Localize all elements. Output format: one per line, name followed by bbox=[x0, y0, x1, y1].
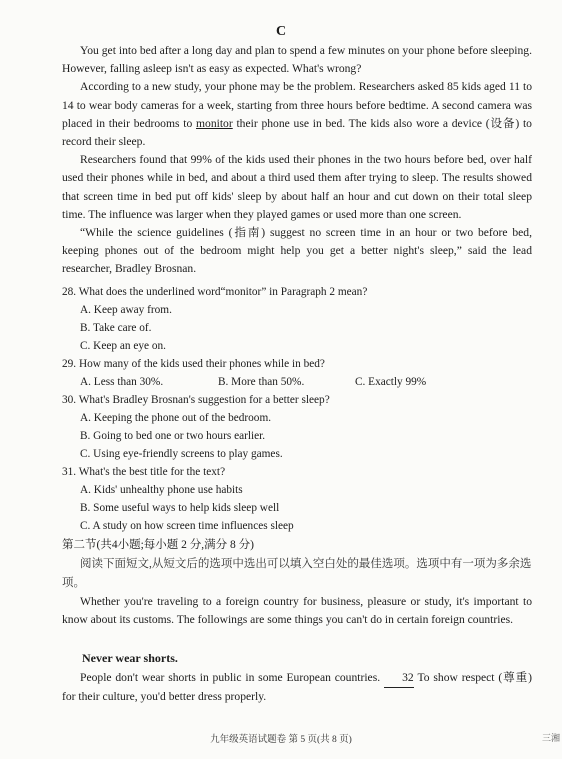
reading-passage bbox=[62, 42, 532, 279]
part2-subtitle: Never wear shorts. bbox=[82, 651, 178, 665]
p2-before: According to a new study, your phone may be the problem. Researchers asked 85 kids aged 11 to 14 to wear body cameras for a week, starting from three hours before bedtime. A second camera was placed in their bedrooms to bbox=[62, 80, 532, 130]
question-28-stem: 28. What does the underlined word“monitor” in Paragraph 2 mean? bbox=[62, 286, 368, 298]
question-31-option-c: C. A study on how screen time influences sleep bbox=[80, 520, 294, 532]
underlined-word-monitor: monitor bbox=[196, 116, 233, 130]
page-footer: 九年级英语试题卷 第 5 页(共 8 页) bbox=[210, 735, 352, 745]
part2-heading: 第二节(共4小题;每小题 2 分,满分 8 分) bbox=[62, 539, 254, 551]
section-letter: C bbox=[275, 24, 287, 39]
passage-paragraph-4: “While the science guidelines (指南) suggest no screen time in an hour or two before bed, keeping phones out of the bedroom might help you get a better night's sleep,” said the lead researcher, Bradley Brosnan. bbox=[62, 226, 532, 276]
part2-passage bbox=[62, 593, 532, 629]
question-30-stem: 30. What's Bradley Brosnan's suggestion for a better sleep? bbox=[62, 394, 330, 406]
passage-paragraph-3: Researchers found that 99% of the kids used their phones in the two hours before bed, over half used their phones while in bed, and about a third used them after trying to sleep. The results showed that screen time in bed put off kids' sleep by about half an hour and cut down on their total sleep time. The influence was larger when they played games or used more than one screen. bbox=[62, 153, 532, 221]
question-29-stem: 29. How many of the kids used their phones while in bed? bbox=[62, 358, 325, 370]
question-28-option-a: A. Keep away from. bbox=[80, 304, 172, 316]
part2-last-text bbox=[62, 669, 532, 706]
question-29-option-a: A. Less than 30%. bbox=[80, 376, 164, 388]
question-31-option-b: B. Some useful ways to help kids sleep well bbox=[80, 502, 280, 514]
question-31-stem: 31. What's the best title for the text? bbox=[62, 466, 226, 478]
question-29-option-c: C. Exactly 99% bbox=[355, 376, 427, 388]
question-30-option-a: A. Keeping the phone out of the bedroom. bbox=[80, 412, 272, 424]
part2-directions: 阅读下面短文,从短文后的选项中选出可以填入空白处的最佳选项。选项中有一项为多余选项。 bbox=[62, 558, 532, 589]
part2-intro: Whether you're traveling to a foreign country for business, pleasure or study, it's important to know about its customs. The followings are some things you can't do in certain foreign countries. bbox=[62, 595, 532, 627]
corner-mark: 三湘 bbox=[541, 733, 560, 743]
part2-last-paragraph bbox=[62, 669, 532, 706]
p2-after: their phone use in bed. The kids also wore a device (设备) to record their sleep. bbox=[62, 116, 532, 149]
last-after: To show respect (尊重) for their culture, you'd better dress properly. bbox=[62, 671, 532, 704]
passage-paragraph-1: You get into bed after a long day and plan to spend a few minutes on your phone before sleeping. However, falling asleep isn't as easy as expected. What's wrong? bbox=[62, 44, 532, 76]
question-30-option-b: B. Going to bed one or two hours earlier. bbox=[80, 430, 266, 442]
question-29-option-b: B. More than 50%. bbox=[218, 376, 305, 388]
passage-paragraph-2 bbox=[62, 78, 532, 151]
question-28-option-b: B. Take care of. bbox=[80, 322, 152, 334]
last-before: People don't wear shorts in public in some European countries. bbox=[80, 671, 384, 684]
blank-32: 32 bbox=[384, 669, 414, 688]
question-31-option-a: A. Kids' unhealthy phone use habits bbox=[80, 484, 243, 496]
question-28-option-c: C. Keep an eye on. bbox=[80, 340, 166, 352]
question-30-option-c: C. Using eye-friendly screens to play games. bbox=[80, 448, 283, 460]
